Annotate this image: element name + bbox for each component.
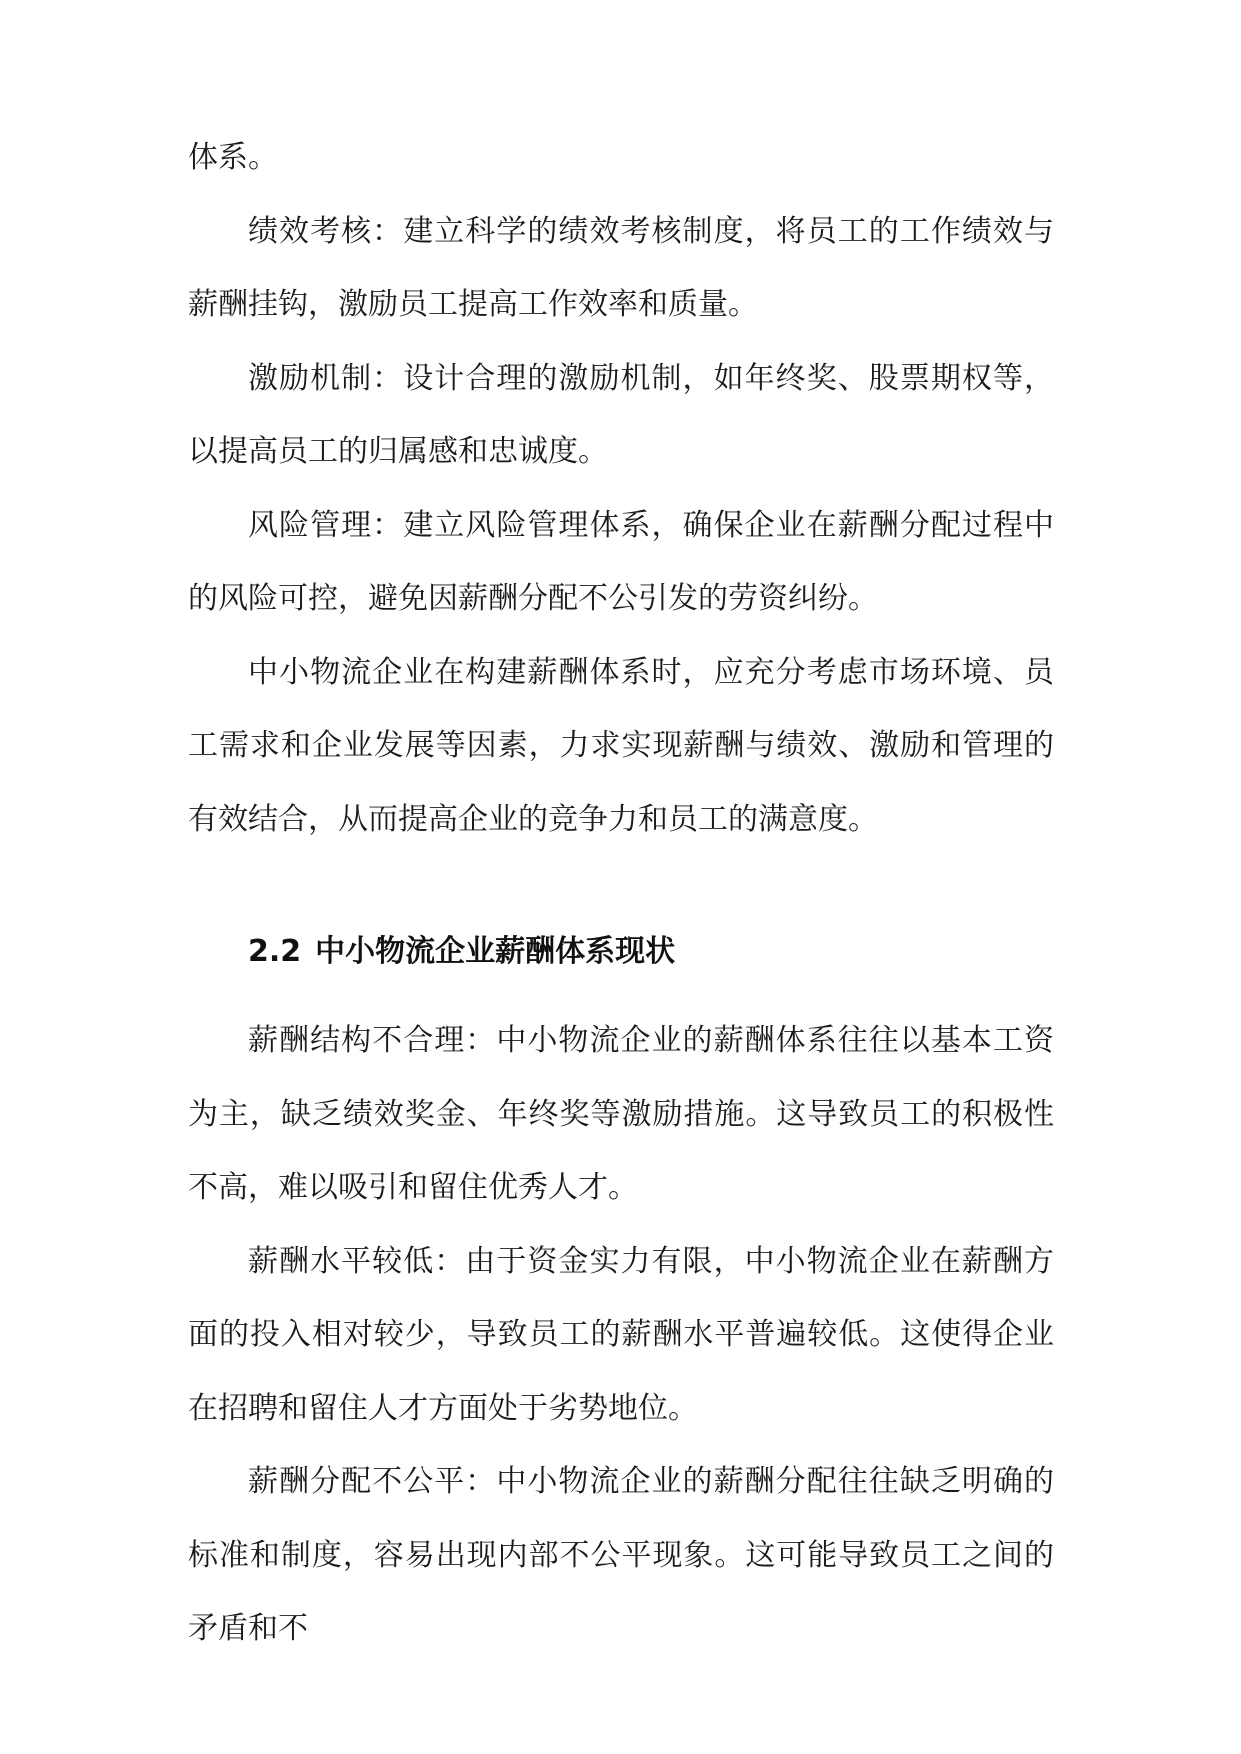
paragraph-salary-level: 薪酬水平较低：由于资金实力有限，中小物流企业在薪酬方面的投入相对较少，导致员工的薪酬水平普遍较低。这使得企业在招聘和留住人才方面处于劣势地位。 [188, 1243, 1054, 1426]
paragraph-incentive-mechanism: 激励机制：设计合理的激励机制，如年终奖、股票期权等，以提高员工的归属感和忠诚度。 [188, 360, 1054, 469]
paragraph-salary-fairness: 薪酬分配不公平：中小物流企业的薪酬分配往往缺乏明确的标准和制度，容易出现内部不公平现象。这可能导致员工之间的矛盾和不 [188, 1464, 1054, 1646]
section-heading [248, 930, 675, 974]
paragraph-summary: 中小物流企业在构建薪酬体系时，应充分考虑市场环境、员工需求和企业发展等因素，力求实现薪酬与绩效、激励和管理的有效结合，从而提高企业的竞争力和员工的满意度。 [188, 654, 1054, 837]
paragraph-continuation: 体系。 [188, 140, 278, 175]
section-title: 中小物流企业薪酬体系现状 [315, 934, 676, 969]
body-text-lower [188, 1004, 1054, 1666]
body-text-upper [188, 121, 1054, 856]
section-number: 2.2 [248, 934, 302, 969]
paragraph-performance-appraisal: 绩效考核：建立科学的绩效考核制度，将员工的工作绩效与薪酬挂钩，激励员工提高工作效率和质量。 [188, 213, 1054, 322]
paragraph-risk-management: 风险管理：建立风险管理体系，确保企业在薪酬分配过程中的风险可控，避免因薪酬分配不公引发的劳资纠纷。 [188, 507, 1054, 616]
paragraph-salary-structure: 薪酬结构不合理：中小物流企业的薪酬体系往往以基本工资为主，缺乏绩效奖金、年终奖等激励措施。这导致员工的积极性不高，难以吸引和留住优秀人才。 [188, 1023, 1054, 1205]
